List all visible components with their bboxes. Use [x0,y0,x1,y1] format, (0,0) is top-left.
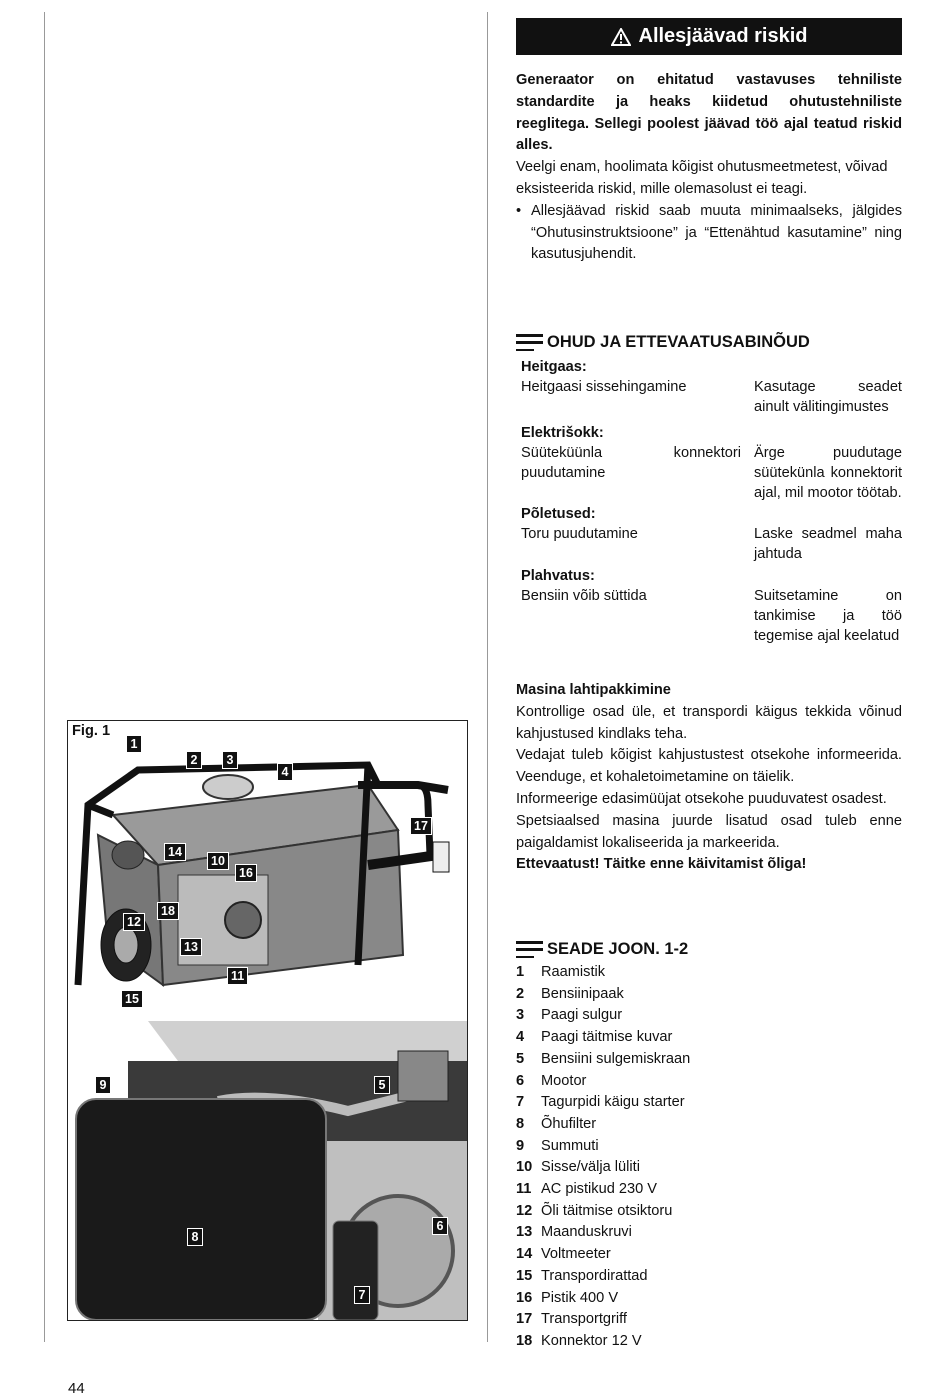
hazard-head: Elektrišokk: [521,425,604,441]
center-divider-line [487,12,488,1342]
callout-10: 10 [207,852,229,870]
warning-triangle-icon [611,28,631,46]
part-item [516,984,902,1006]
part-number: 4 [516,1029,525,1046]
callout-7: 7 [354,1286,370,1304]
hazard-measure: Suitsetamine on tankimise ja töö tegemise ajal keelatud [754,588,902,644]
part-label: Paagi sulgur [541,1007,623,1024]
part-item [516,1309,902,1331]
part-item [516,1179,902,1201]
part-number: 2 [516,985,525,1002]
hazard-head: Plahvatus: [521,568,595,584]
callout-5: 5 [374,1076,390,1094]
hazard-cause: Süüteküünla konnektori puudutamine [521,445,741,481]
callout-3: 3 [222,751,238,769]
hazard-row [521,377,902,417]
hazards-table [521,356,902,646]
unpacking-paragraph: Kontrollige osad üle, et transpordi käigus tekkida võinud kahjustused kindlaks teha. [516,703,902,742]
bullet-text: Allesjäävad riskid saab muuta minimaalseks, jälgides “Ohutusinstruktsioone” ja “Ettenähtud kasutamine” ning kasutusjuhendit. [531,202,902,263]
part-number: 1 [516,964,525,980]
part-item [516,1049,902,1071]
unpacking-paragraph: Spetsiaalsed masina juurde lisatud osad tuleb enne paigaldamist lokaliseerida ja markeerida. [516,812,902,851]
oil-warning: Ettevaatust! Täitke enne käivitamist õliga! [516,856,807,873]
callout-18: 18 [157,902,179,920]
part-number: 9 [516,1137,525,1154]
part-label: Pistik 400 V [541,1289,619,1306]
part-number: 14 [516,1246,533,1263]
fig1-label: Fig. 1 [72,723,111,739]
unpacking-paragraph: Vedajat tuleb kõigist kahjustustest otsekohe informeerida. Veenduge, et kohaletoimetamine on täielik. [516,747,902,786]
unpacking-title: Masina lahtipakkimine [516,682,671,698]
hazard-row [521,586,902,646]
part-label: AC pistikud 230 V [541,1181,658,1198]
intro-paragraph: Veelgi enam, hoolimata kõigist ohutusmeetmetest, võivad eksisteerida riskid, mille olemasolust ei teagi. [516,159,888,197]
part-item [516,1244,902,1266]
engine-photo [68,1021,467,1320]
part-number: 3 [516,1007,525,1024]
part-label: Bensiini sulgemiskraan [541,1050,691,1067]
callout-17: 17 [410,817,432,835]
part-label: Bensiinipaak [541,985,624,1002]
part-item [516,1266,902,1288]
part-number: 6 [516,1072,525,1089]
part-label: Summuti [541,1137,599,1154]
part-number: 7 [516,1094,525,1111]
hazard-cause: Toru puudutamine [521,526,638,542]
section-lines-icon [516,334,543,351]
generator-photo [68,745,467,1015]
part-number: 15 [516,1267,533,1284]
part-number: 13 [516,1224,533,1241]
part-number: 18 [516,1332,533,1349]
callout-11: 11 [227,967,248,985]
left-margin-line [44,12,45,1342]
part-item [516,1331,902,1353]
hazard-measure: Kasutage seadet ainult välitingimustes [754,379,902,415]
callout-8: 8 [187,1228,203,1246]
part-item [516,1071,902,1093]
part-item [516,1027,902,1049]
part-number: 8 [516,1115,525,1132]
part-label: Voltmeeter [541,1246,611,1263]
part-label: Konnektor 12 V [541,1332,642,1349]
part-item [516,1288,902,1310]
hazards-section-title: OHUD JA ETTEVAATUSABINÕUD [516,333,810,352]
parts-list [516,962,902,1353]
callout-6: 6 [432,1217,448,1235]
unpacking-paragraph: Informeerige edasimüüjat otsekohe puuduvatest osadest. [516,790,887,807]
callout-12: 12 [123,913,145,931]
hazard-measure: Ärge puudutage süütekünla konnektorit ajal, mil mootor töötab. [754,445,902,501]
engine-illustration [68,1021,467,1320]
residual-risks-text [516,70,902,266]
part-number: 16 [516,1289,533,1306]
part-label: Õli täitmise otsiktoru [541,1202,673,1219]
callout-4: 4 [277,763,293,781]
part-label: Tagurpidi käigu starter [541,1094,685,1111]
unpacking-section [516,680,902,876]
part-label: Maanduskruvi [541,1224,632,1241]
callout-15: 15 [121,990,143,1008]
part-label: Raamistik [541,964,606,980]
part-label: Paagi täitmise kuvar [541,1029,673,1046]
callout-2: 2 [186,751,202,769]
part-item [516,1005,902,1027]
part-number: 17 [516,1311,533,1328]
generator-illustration [68,745,467,1015]
callout-16: 16 [235,864,257,882]
section-lines-icon [516,941,543,958]
hazard-head: Heitgaas: [521,359,587,375]
part-number: 11 [516,1181,532,1198]
hazard-cause: Heitgaasi sissehingamine [521,379,687,395]
part-item [516,1201,902,1223]
residual-risks-title: Allesjäävad riskid [638,25,808,47]
part-number: 12 [516,1202,533,1219]
hazard-head: Põletused: [521,506,596,522]
part-item [516,1222,902,1244]
part-item [516,1114,902,1136]
part-item [516,1092,902,1114]
part-label: Sisse/välja lüliti [541,1159,640,1176]
callout-9: 9 [95,1076,111,1094]
part-number: 10 [516,1159,533,1176]
hazard-row [521,524,902,564]
part-label: Mootor [541,1072,587,1089]
part-number: 5 [516,1050,525,1067]
device-section-title: SEADE JOON. 1-2 [516,940,688,959]
page-number: 44 [68,1380,85,1397]
bullet-item: • Allesjäävad riskid saab muuta minimaalseks, jälgides “Ohutusinstruktsioone” ja “Ettenähtud kasutamine” ning kasutusjuhendit. [516,201,902,266]
residual-risks-header [516,18,902,55]
part-label: Transpordirattad [541,1267,648,1284]
part-item [516,1157,902,1179]
part-label: Transportgriff [541,1311,627,1328]
callout-1: 1 [126,735,142,753]
hazard-measure: Laske seadmel maha jahtuda [754,526,902,562]
part-item [516,962,902,984]
intro-bold-paragraph: Generaator on ehitatud vastavuses tehniliste standardite ja heaks kiidetud ohutustehniliste reeglitega. Sellegi poolest jäävad töö ajal teatud riskid alles. [516,72,902,154]
part-item [516,1136,902,1158]
hazard-row [521,443,902,503]
callout-13: 13 [180,938,202,956]
callout-14: 14 [164,843,186,861]
part-label: Õhufilter [541,1115,597,1132]
hazard-cause: Bensiin võib süttida [521,588,647,604]
